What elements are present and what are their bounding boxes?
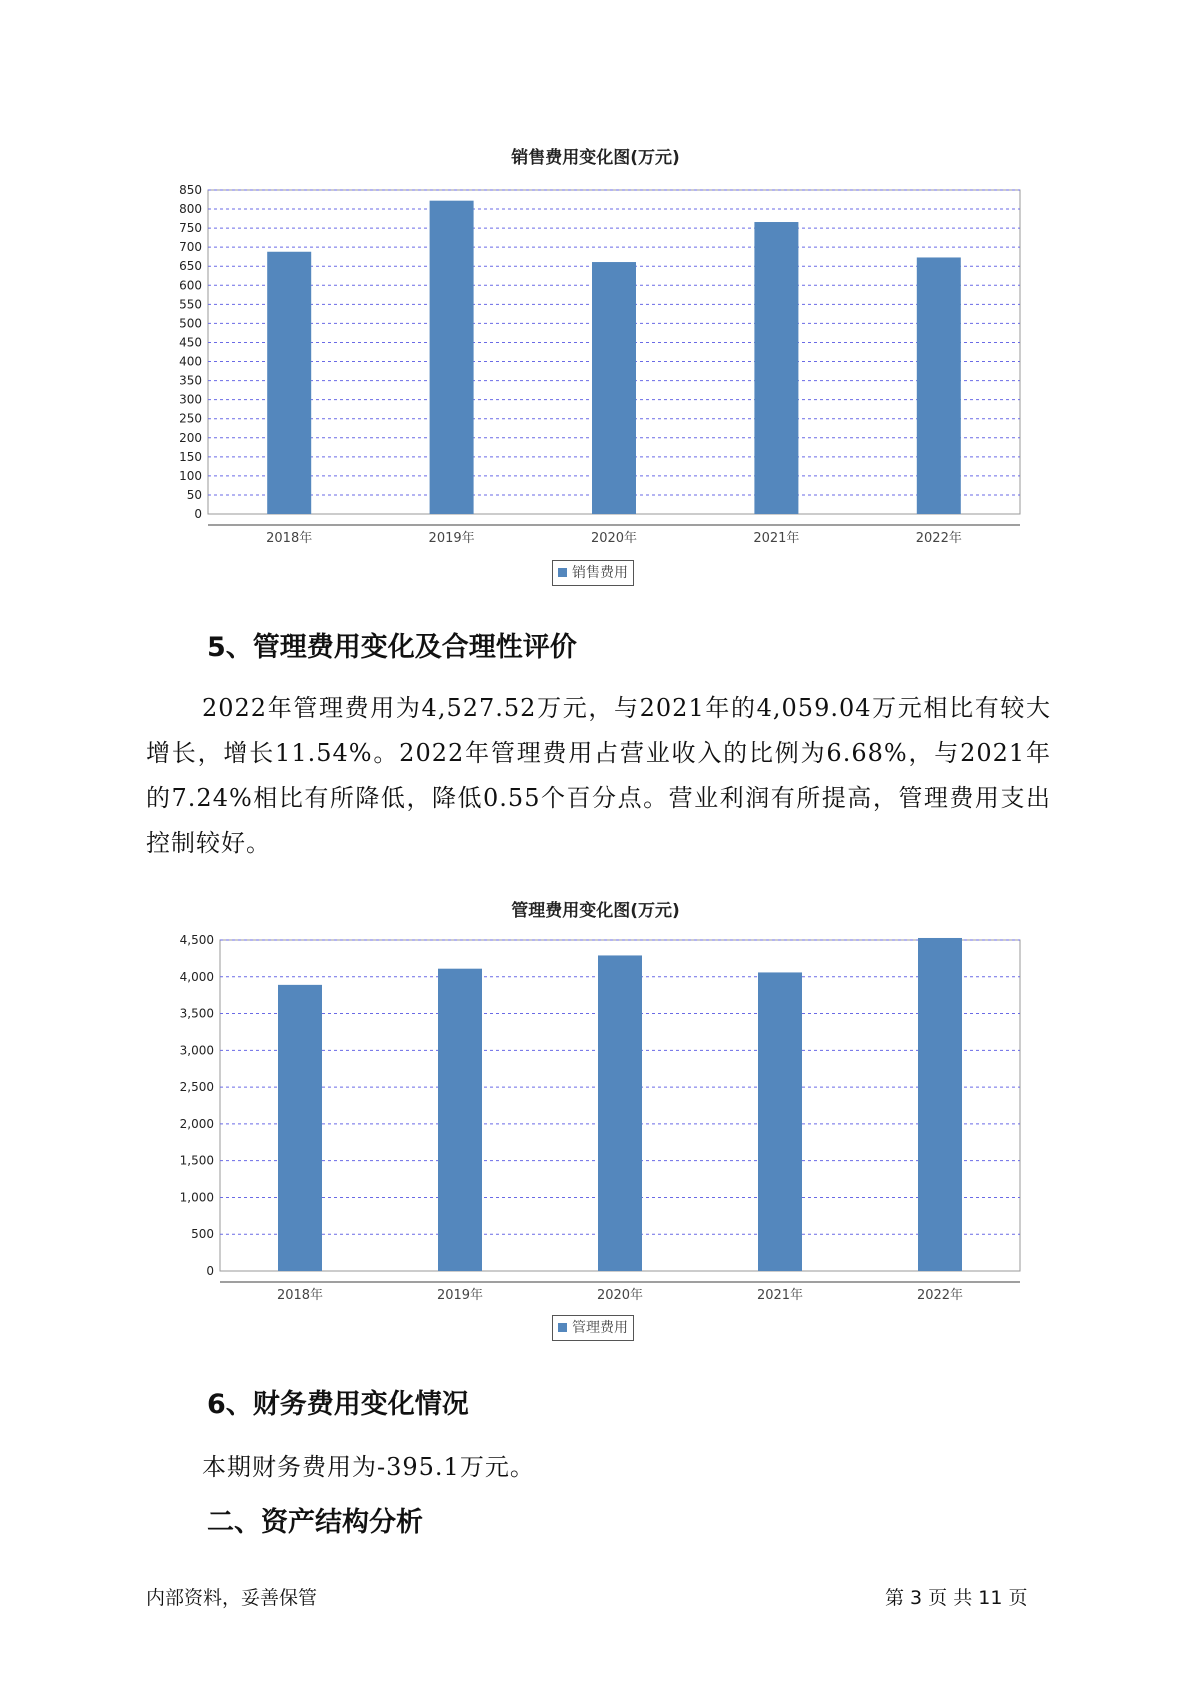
mgmt-y-tick-label: 3,500 — [179, 1006, 214, 1021]
mgmt-y-tick-label: 2,500 — [179, 1080, 214, 1095]
sales-y-tick-label: 50 — [186, 487, 202, 502]
sales-x-tick-label: 2022年 — [915, 531, 962, 546]
sales-y-tick-label: 450 — [179, 335, 202, 350]
mgmt-y-tick-label: 4,000 — [179, 969, 214, 984]
mgmt-x-tick-label: 2020年 — [596, 1288, 644, 1303]
sales-bar-chart — [160, 180, 1020, 550]
mgmt-x-tick-label: 2019年 — [436, 1288, 484, 1303]
sales-y-tick-label: 100 — [179, 468, 202, 483]
mgmt-y-tick-label: 500 — [191, 1227, 214, 1242]
sales-chart-legend — [552, 560, 634, 586]
sales-y-tick-label: 500 — [179, 316, 202, 331]
legend-swatch — [558, 1323, 567, 1332]
sales-x-tick-label: 2018年 — [266, 531, 313, 546]
mgmt-y-tick-label: 1,500 — [179, 1153, 214, 1168]
sales-y-tick-label: 800 — [179, 202, 202, 217]
footer-page-number: 第 3 页 共 11 页 — [885, 1587, 1028, 1609]
mgmt-y-tick-label: 2,000 — [179, 1116, 214, 1131]
sales-x-tick-label: 2020年 — [590, 531, 638, 546]
mgmt-y-tick-label: 3,000 — [179, 1043, 214, 1058]
mgmt-bar-chart — [160, 930, 1020, 1310]
mgmt-y-tick-label: 1,000 — [179, 1190, 214, 1205]
mgmt-x-tick-label: 2021年 — [756, 1288, 804, 1303]
sales-bar — [917, 257, 961, 514]
sales-y-tick-label: 400 — [179, 354, 202, 369]
sales-bar — [267, 252, 311, 514]
sales-y-tick-label: 650 — [179, 259, 202, 274]
mgmt-x-tick-label: 2022年 — [916, 1288, 964, 1303]
sales-y-tick-label: 750 — [179, 221, 202, 236]
sales-y-tick-label: 0 — [194, 507, 202, 521]
sales-y-tick-label: 550 — [179, 297, 202, 312]
section-6-text: 本期财务费用为-395.1万元。 — [202, 1453, 535, 1481]
sales-y-tick-label: 600 — [179, 278, 202, 293]
mgmt-bar — [918, 938, 962, 1271]
sales-y-tick-label: 300 — [179, 392, 202, 407]
section-2-heading: 二、资产结构分析 — [207, 1507, 423, 1538]
sales-legend-label: 销售费用 — [572, 565, 628, 581]
sales-x-tick-label: 2021年 — [753, 531, 800, 546]
mgmt-bar — [758, 972, 802, 1271]
footer-confidential: 内部资料，妥善保管 — [146, 1587, 318, 1609]
mgmt-x-tick-label: 2018年 — [276, 1288, 324, 1303]
sales-bar — [592, 262, 636, 514]
mgmt-bar — [598, 955, 642, 1271]
section-5-paragraph: 2022年管理费用为4,527.52万元，与2021年的4,059.04万元相比有较大增长，增长11.54%。2022年管理费用占营业收入的比例为6.68%，与2021年的7.24%相比有所降低，降低0.55个百分点。营业利润有所提高，管理费用支出控制较好。 — [146, 694, 1051, 857]
sales-chart-title: 销售费用变化图(万元) — [511, 148, 680, 168]
mgmt-y-tick-label: 4,500 — [179, 933, 214, 947]
section-5-heading: 5、管理费用变化及合理性评价 — [207, 632, 577, 663]
sales-y-tick-label: 200 — [179, 430, 202, 445]
sales-y-tick-label: 250 — [179, 411, 202, 426]
mgmt-bar — [438, 969, 482, 1271]
sales-bar — [754, 222, 798, 514]
sales-y-tick-label: 150 — [179, 449, 202, 464]
sales-y-tick-label: 350 — [179, 373, 202, 388]
mgmt-chart-title: 管理费用变化图(万元) — [511, 901, 680, 921]
sales-x-tick-label: 2019年 — [428, 531, 475, 546]
sales-bar — [430, 201, 474, 514]
mgmt-y-tick-label: 0 — [206, 1264, 214, 1278]
section-6-heading: 6、财务费用变化情况 — [207, 1389, 469, 1420]
sales-y-tick-label: 850 — [179, 183, 202, 197]
mgmt-chart-legend — [552, 1315, 634, 1341]
mgmt-bar — [278, 985, 322, 1271]
sales-y-tick-label: 700 — [179, 240, 202, 255]
legend-swatch — [558, 568, 567, 577]
mgmt-legend-label: 管理费用 — [572, 1320, 628, 1336]
